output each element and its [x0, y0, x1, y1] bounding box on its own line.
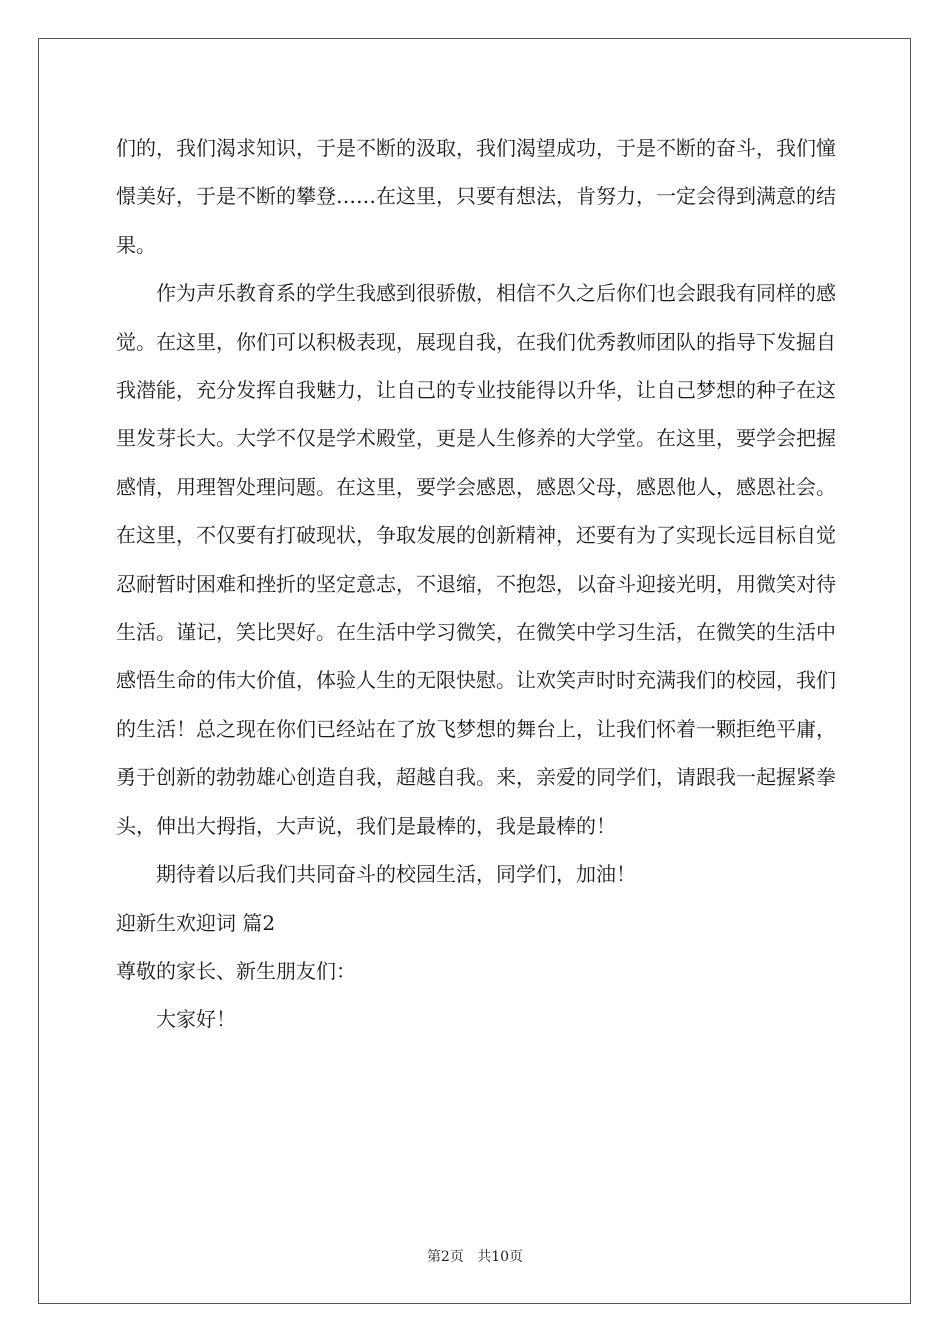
page-footer — [0, 1246, 950, 1266]
page-total: 共10页 — [477, 1249, 524, 1265]
salutation: 尊敬的家长、新生朋友们： — [116, 958, 356, 983]
greeting: 大家好！ — [156, 1007, 236, 1032]
paragraph-2: 作为声乐教育系的学生我感到很骄傲，相信不久之后你们也会跟我有同样的感觉。在这里，你们可以积极表现，展现自我，在我们优秀教师团队的指导下发掘自我潜能，充分发挥自我魅力，让自己的专业技能得以升华，让自己梦想的种子在这里发芽长大。大学不仅是学术殿堂，更是人生修养的大学堂。在这里，要学会把握感情，用理智处理问题。在这里，要学会感恩，感恩父母，感恩他人，感恩社会。在这里，不仅要有打破现状，争取发展的创新精神，还要有为了实现长远目标自觉忍耐暂时困难和挫折的坚定意志，不退缩，不抱怨，以奋斗迎接光明，用微笑对待生活。谨记，笑比哭好。在生活中学习微笑，在微笑中学习生活，在微笑的生活中感悟生命的伟大价值，体验人生的无限快慰。让欢笑声时时充满我们的校园，我们的生活！总之现在你们已经站在了放飞梦想的舞台上，让我们怀着一颗拒绝平庸，勇于创新的勃勃雄心创造自我，超越自我。来，亲爱的同学们，请跟我一起握紧拳头，伸出大拇指，大声说，我们是最棒的，我是最棒的！ — [116, 281, 836, 838]
section-heading: 迎新生欢迎词 篇2 — [116, 910, 276, 935]
document-body — [116, 124, 836, 1044]
paragraph-1: 们的，我们渴求知识，于是不断的汲取，我们渴望成功，于是不断的奋斗，我们憧憬美好，于是不断的攀登……在这里，只要有想法，肯努力，一定会得到满意的结果。 — [116, 136, 836, 257]
paragraph-3: 期待着以后我们共同奋斗的校园生活，同学们，加油！ — [156, 862, 636, 887]
page-number: 第2页 — [426, 1249, 464, 1265]
